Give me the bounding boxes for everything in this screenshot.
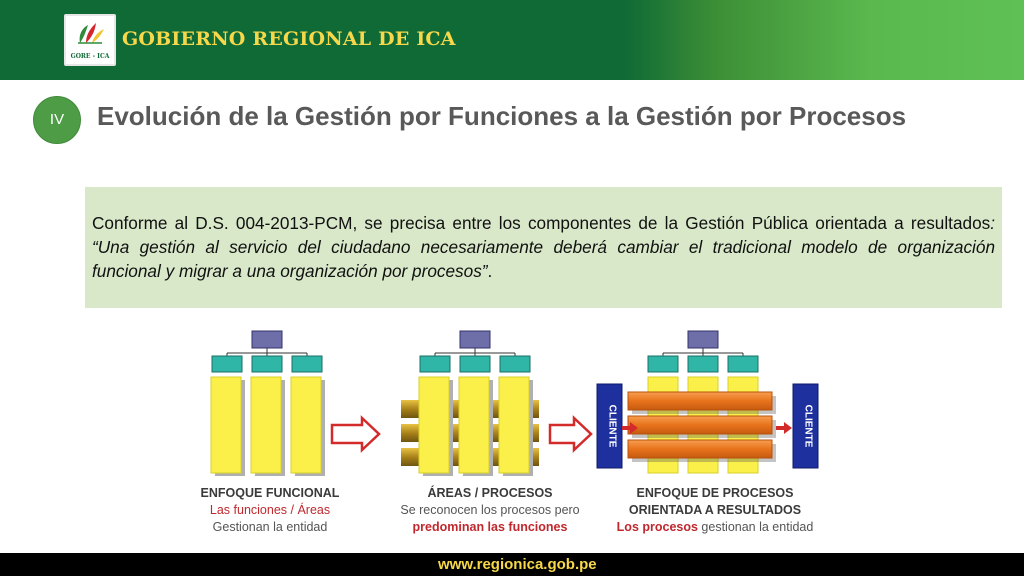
caption-areas-title: ÁREAS / PROCESOS [427,486,553,500]
footer-bar [0,553,1024,576]
client-label-right: CLIENTE [802,404,814,448]
quote-box [85,187,1002,308]
process-evolution-diagram [190,322,830,547]
caption-areas [385,485,595,536]
footer-website-link[interactable]: www.regionica.gob.pe [438,556,597,573]
gore-ica-logo [64,14,116,66]
panel-functional-graphic [211,331,325,476]
diagram-graphics [190,322,830,482]
section-number-badge: IV [33,96,81,144]
caption-functional [190,485,350,536]
panel-processes-graphic [597,331,818,473]
caption-processes [600,485,830,536]
header-bar [0,0,1024,80]
logo-text: GORE - ICA [70,53,110,60]
caption-functional-line2: Las funciones / Áreas [209,503,331,517]
caption-areas-line3: predominan las funciones [412,520,568,534]
caption-processes-rest: gestionan la entidad [697,520,814,534]
client-label-left: CLIENTE [606,404,618,448]
logo-leaves-icon [74,21,106,45]
caption-areas-line2: Se reconocen los procesos pero [400,503,580,517]
caption-functional-line3: Gestionan la entidad [212,520,328,534]
caption-processes-red: Los procesos [616,520,698,534]
caption-processes-title1: ENFOQUE DE PROCESOS [636,486,794,500]
quote-intro: Conforme al D.S. 004-2013-PCM, se precisa entre los componentes de la Gestión Pública orientada a resultados [92,213,991,233]
panel-areas-graphic [401,331,539,476]
header-title: GOBIERNO REGIONAL DE ICA [122,28,456,50]
quote-text [92,211,995,283]
quote-citation: : “Una gestión al servicio del ciudadano necesariamente deberá cambiar el tradicional modelo de organización funcional y migrar a una organización por procesos” [92,213,995,281]
caption-functional-title: ENFOQUE FUNCIONAL [200,486,340,500]
quote-end: . [487,261,493,281]
caption-processes-title2: ORIENTADA A RESULTADOS [628,503,802,517]
slide-title: Evolución de la Gestión por Funciones a la Gestión por Procesos [97,101,907,131]
